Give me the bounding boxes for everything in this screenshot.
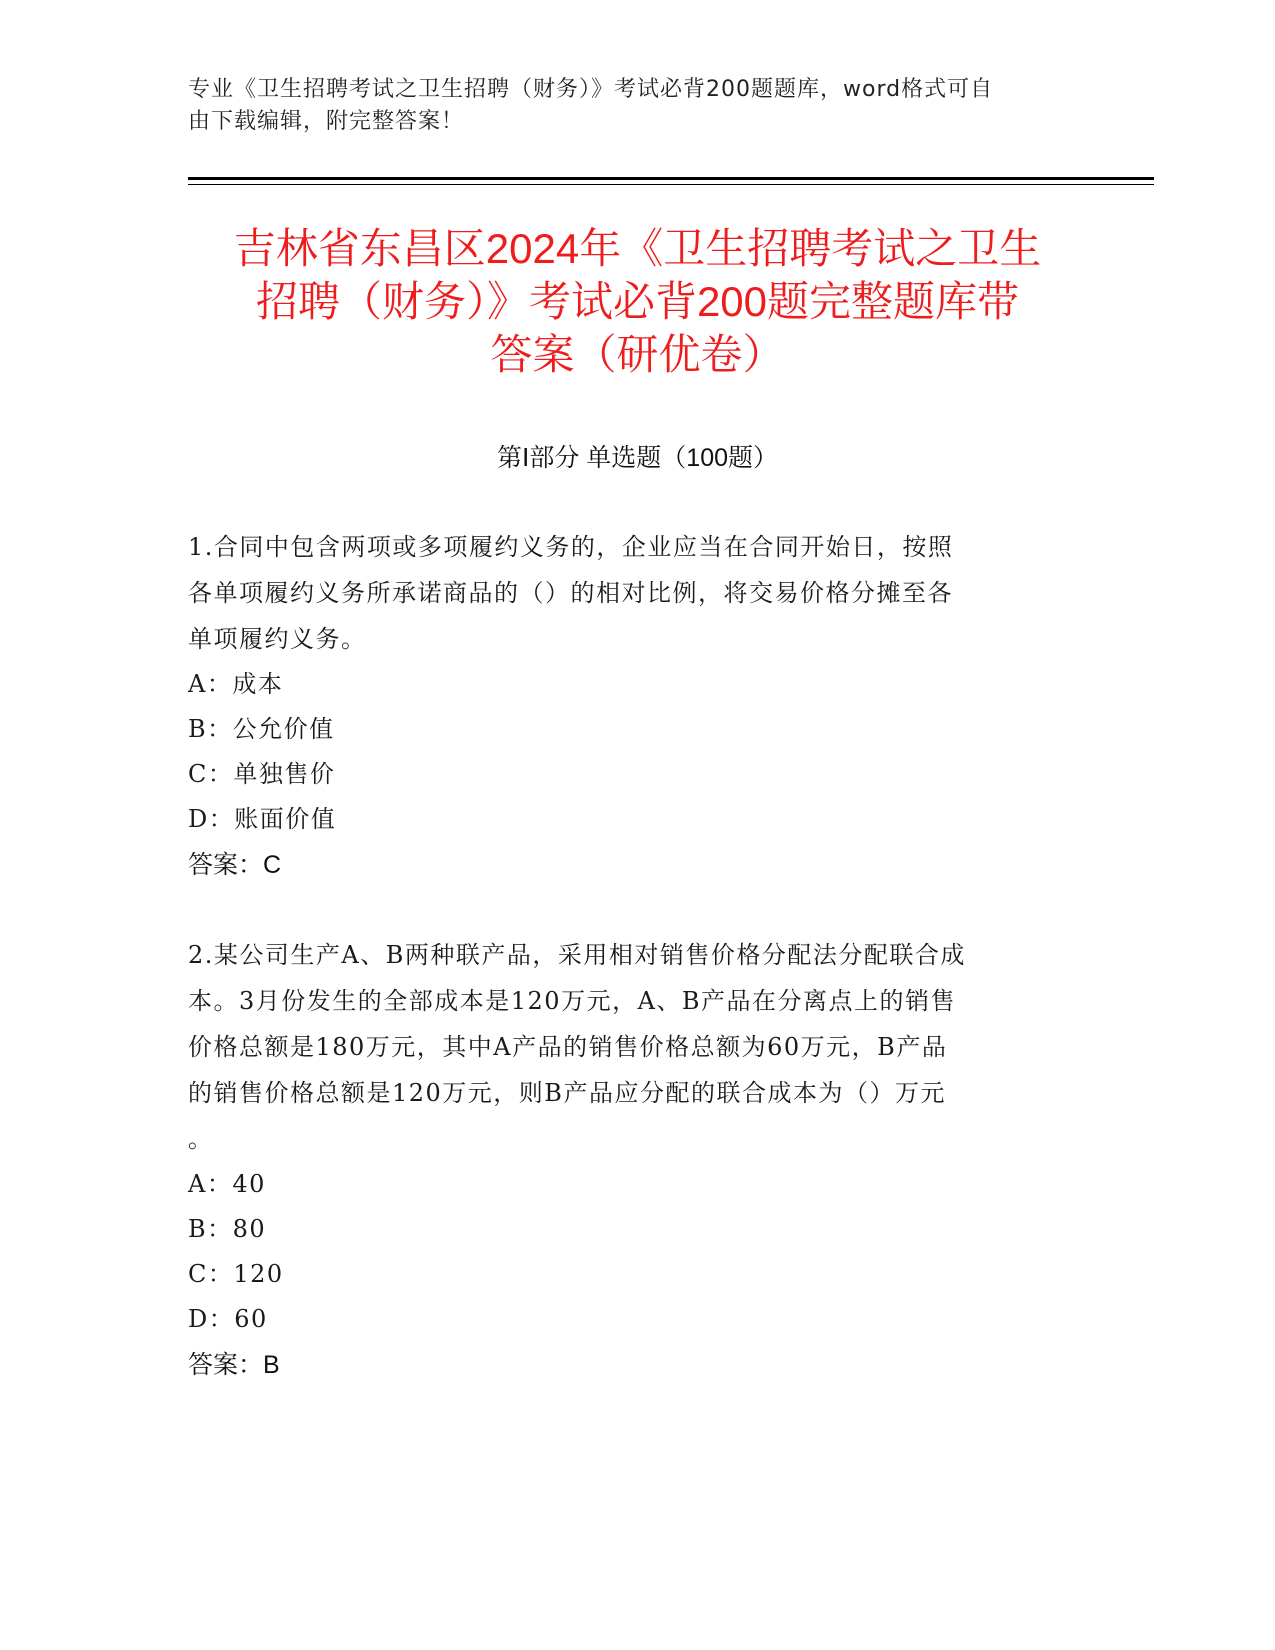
title-line: 答案（研优卷） xyxy=(490,331,785,378)
question-line: 价格总额是180万元，其中A产品的销售价格总额为60万元，B产品 xyxy=(188,1033,948,1061)
header-note xyxy=(188,74,1068,138)
option-d: D：60 xyxy=(188,1305,268,1333)
document-title xyxy=(150,222,1125,381)
title-line: 吉林省东昌区2024年《卫生招聘考试之卫生 xyxy=(233,225,1042,272)
answer-key: 答案：C xyxy=(188,851,282,879)
option-c: C：单独售价 xyxy=(188,760,336,788)
question-line: 2.某公司生产A、B两种联产品，采用相对销售价格分配法分配联合成 xyxy=(188,941,966,969)
option-d: D：账面价值 xyxy=(188,805,337,833)
section-heading: 第Ⅰ部分 单选题（100题） xyxy=(496,444,779,472)
option-a: A：成本 xyxy=(188,670,284,698)
question-block xyxy=(188,932,1088,1388)
question-text xyxy=(188,932,1088,1162)
question-line: 各单项履约义务所承诺商品的（）的相对比例，将交易价格分摊至各 xyxy=(188,579,953,607)
title-line: 招聘（财务）》考试必背200题完整题库带 xyxy=(255,278,1020,325)
header-divider-thick xyxy=(188,177,1154,180)
header-note-line: 由下载编辑，附完整答案！ xyxy=(188,109,465,134)
option-c: C：120 xyxy=(188,1260,284,1288)
header-divider-thin xyxy=(188,184,1154,185)
answer-key: 答案：B xyxy=(188,1351,280,1379)
header-note-line: 专业《卫生招聘考试之卫生招聘（财务）》考试必背200题题库，word格式可自 xyxy=(188,77,994,102)
option-a: A：40 xyxy=(188,1170,266,1198)
question-line: 。 xyxy=(188,1125,214,1153)
question-line: 单项履约义务。 xyxy=(188,625,367,653)
question-text xyxy=(188,524,1088,662)
question-line: 的销售价格总额是120万元，则B产品应分配的联合成本为（）万元 xyxy=(188,1079,946,1107)
option-b: B：80 xyxy=(188,1215,267,1243)
question-line: 本。3月份发生的全部成本是120万元，A、B产品在分离点上的销售 xyxy=(188,987,957,1015)
question-block xyxy=(188,524,1088,888)
option-b: B：公允价值 xyxy=(188,715,335,743)
question-line: 1.合同中包含两项或多项履约义务的，企业应当在合同开始日，按照 xyxy=(188,533,954,561)
